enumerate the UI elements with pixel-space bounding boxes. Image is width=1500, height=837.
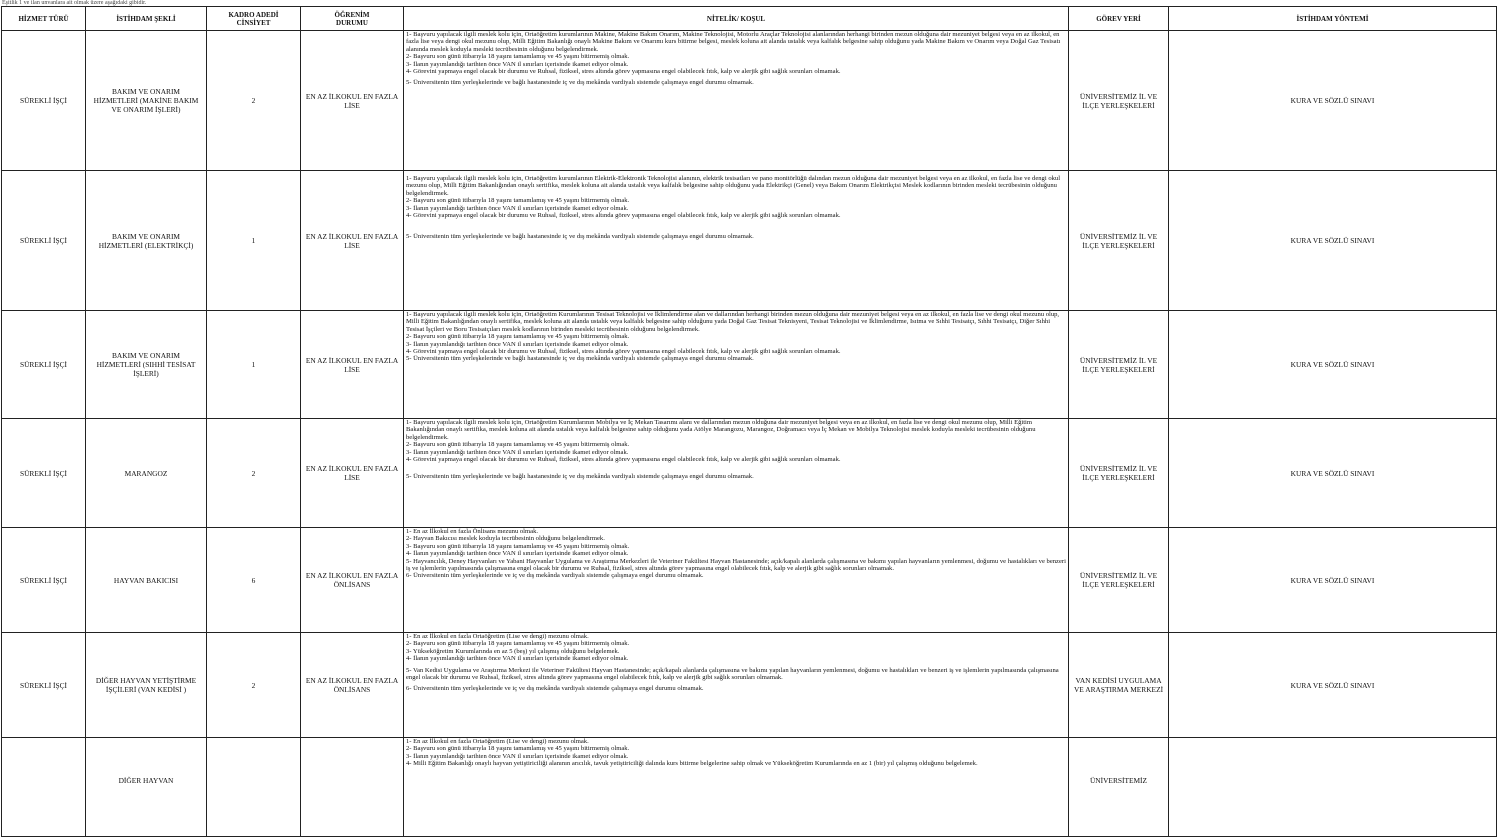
table-row <box>2 738 1497 837</box>
employment-cell: DİĞER HAYVAN YETİŞTİRME İŞÇİLERİ (VAN KEDİSİ ) <box>86 633 207 738</box>
table-row <box>2 633 1497 738</box>
header-cadre-line1: KADRO ADEDİ <box>228 10 279 19</box>
header-education <box>301 7 404 31</box>
requirement-item: 5- Van Kedisi Uygulama ve Araştırma Merkezi ile Veteriner Fakültesi Hayvan Hastanesinde; açık/kapalı alanlarda çalışmasına ve bakımı yapılan hayvanların yemlenmesi, doğumu ve hastalıkları ve benzeri iş ve işlemlerin yapılmasında çalışmasına engel olacak bir durumu ve Ruhsal, fiziksel, stres altında görev yapmasına engel olabilecek fıtık, kalp ve alerjik gibi sağlık sorunları olmamak. <box>406 666 1059 682</box>
table-row <box>2 171 1497 311</box>
requirement-item: 3- Yükseköğretim Kurumlarında en az 5 (beş) yıl çalışmış olduğunu belgelemek. <box>406 647 620 655</box>
location-cell: ÜNİVERSİTEMİZ <box>1069 738 1169 837</box>
requirement-item: 2- Başvuru son günü itibarıyla 18 yaşını tamamlamış ve 45 yaşını bitirmemiş olmak. <box>406 53 630 61</box>
requirement-item: 6- Üniversitenin tüm yerleşkelerinde ve iç ve dış mekânda vardiyalı sistemde çalışmaya engel durumu olmamak. <box>406 685 704 693</box>
location-cell: ÜNİVERSİTEMİZ İL VE İLÇE YERLEŞKELERİ <box>1069 171 1169 311</box>
header-cadre-line2: CİNSİYET <box>236 18 271 27</box>
requirements-cell <box>404 171 1069 311</box>
table-row <box>2 419 1497 528</box>
requirement-item: 2- Başvuru son günü itibarıyla 18 yaşını tamamlamış ve 45 yaşını bitirmemiş olmak. <box>406 197 630 205</box>
service-cell: SÜREKLİ İŞÇİ <box>2 528 86 633</box>
education-cell <box>301 738 404 837</box>
service-cell: SÜREKLİ İŞÇİ <box>2 171 86 311</box>
requirement-item: 2- Başvuru son günü itibarıyla 18 yaşını tamamlamış ve 45 yaşını bitirmemiş olmak. <box>406 333 630 341</box>
requirements-cell <box>404 311 1069 419</box>
requirement-item: 4- Görevini yapmaya engel olacak bir durumu ve Ruhsal, fiziksel, stres altında görev yapmasına engel olabilecek fıtık, kalp ve alerjik gibi sağlık sorunları olmamak. <box>406 212 841 220</box>
header-method: İSTİHDAM YÖNTEMİ <box>1169 7 1497 31</box>
header-requirements: NİTELİK/ KOŞUL <box>404 7 1069 31</box>
requirement-item: 4- Milli Eğitim Bakanlığı onaylı hayvan yetiştiriciliği alanının arıcılık, tavuk yetiştiriciliği dalında kurs bitirme belgelerine sahip olmak ve Yükseköğretim Kurumlarında en az 1 (bir) yıl çalışmış olduğunu belgelemek. <box>406 760 978 768</box>
method-cell: KURA VE SÖZLÜ SINAVI <box>1169 633 1497 738</box>
table-row <box>2 528 1497 633</box>
requirement-item: 3- İlanın yayımlandığı tarihten önce VAN il sınırları içerisinde ikamet ediyor olmak. <box>406 752 629 760</box>
requirement-item: 5- Üniversitenin tüm yerleşkelerinde ve bağlı hastanesinde iç ve dış mekânda vardiyalı sistemde çalışmaya engel durumu olmamak. <box>406 355 754 363</box>
requirement-item: 1- En az İlkokul en fazla Önlisans mezunu olmak. <box>406 528 539 535</box>
count-cell: 1 <box>207 311 301 419</box>
requirement-item: 4- Görevini yapmaya engel olacak bir durumu ve Ruhsal, fiziksel, stres altında görev yapmasına engel olabilecek fıtık, kalp ve alerjik gibi sağlık sorunları olmamak. <box>406 68 841 76</box>
requirement-item: 1- Başvuru yapılacak ilgili meslek kolu için, Ortaöğretim Kurumlarının Mobilya ve İç Mekan Tasarımı alanı ve dallarından mezun olduğuna dair mezuniyet belgesi veya en az ilkokul, en fazla lise ve dengi okul mezunu olup, Milli Eğitim Bakanlığından onaylı sertifika, meslek koluna ait alanda ustalık veya kalfalık belgesine sahip olduğunu yada Atölye Marangozu, Marangoz, Doğramacı veya İç Mekan ve Mobilya Teknolojisi meslek koduyla mesleki tecrübesinin olduğunu belgelendirmek. <box>406 419 1036 441</box>
education-cell: EN AZ İLKOKUL EN FAZLA ÖNLİSANS <box>301 528 404 633</box>
header-cadre <box>207 7 301 31</box>
requirement-item: 3- Başvuru son günü itibarıyla 18 yaşını tamamlamış ve 45 yaşını bitirmemiş olmak. <box>406 542 630 550</box>
location-cell: ÜNİVERSİTEMİZ İL VE İLÇE YERLEŞKELERİ <box>1069 31 1169 171</box>
header-education-line2: DURUMU <box>336 18 368 27</box>
top-note: Eşitlik 1 ve ilan unvanlara ait olmak üzere aşağıdaki gibidir. <box>2 0 147 6</box>
employment-cell: HAYVAN BAKICISI <box>86 528 207 633</box>
requirement-item: 3- İlanın yayımlandığı tarihten önce VAN il sınırları içerisinde ikamet ediyor olmak. <box>406 448 629 456</box>
requirement-item: 6- Üniversitenin tüm yerleşkelerinde ve iç ve dış mekânda vardiyalı sistemde çalışmaya engel durumu olmamak. <box>406 572 704 580</box>
requirements-cell <box>404 419 1069 528</box>
location-cell: ÜNİVERSİTEMİZ İL VE İLÇE YERLEŞKELERİ <box>1069 528 1169 633</box>
requirement-item: 2- Başvuru son günü itibarıyla 18 yaşını tamamlamış ve 45 yaşını bitirmemiş olmak. <box>406 640 630 648</box>
requirements-cell <box>404 633 1069 738</box>
location-cell: ÜNİVERSİTEMİZ İL VE İLÇE YERLEŞKELERİ <box>1069 311 1169 419</box>
education-cell: EN AZ İLKOKUL EN FAZLA ÖNLİSANS <box>301 633 404 738</box>
requirement-item: 3- İlanın yayımlandığı tarihten önce VAN il sınırları içerisinde ikamet ediyor olmak. <box>406 204 629 212</box>
requirements-cell <box>404 31 1069 171</box>
requirement-item: 3- İlanın yayımlandığı tarihten önce VAN il sınırları içerisinde ikamet ediyor olmak. <box>406 340 629 348</box>
requirement-item: 2- Başvuru son günü itibarıyla 18 yaşını tamamlamış ve 45 yaşını bitirmemiş olmak. <box>406 441 630 449</box>
service-cell <box>2 738 86 837</box>
requirement-item: 4- İlanın yayımlandığı tarihten önce VAN il sınırları içerisinde ikamet ediyor olmak. <box>406 655 629 663</box>
requirement-item: 3- İlanın yayımlandığı tarihten önce VAN il sınırları içerisinde ikamet ediyor olmak. <box>406 60 629 68</box>
requirement-item: 2- Hayvan Bakıcısı meslek koduyla tecrübesinin olduğunu belgelendirmek. <box>406 535 605 543</box>
count-cell: 2 <box>207 419 301 528</box>
count-cell: 1 <box>207 171 301 311</box>
requirement-item: 4- Görevini yapmaya engel olacak bir durumu ve Ruhsal, fiziksel, stres altında görev yapmasına engel olabilecek fıtık, kalp ve alerjik gibi sağlık sorunları olmamak. <box>406 348 841 356</box>
employment-cell: MARANGOZ <box>86 419 207 528</box>
table-row <box>2 31 1497 171</box>
location-cell: ÜNİVERSİTEMİZ İL VE İLÇE YERLEŞKELERİ <box>1069 419 1169 528</box>
location-cell: VAN KEDİSİ UYGULAMA VE ARAŞTIRMA MERKEZİ <box>1069 633 1169 738</box>
header-service: HİZMET TÜRÜ <box>2 7 86 31</box>
header-row <box>2 7 1497 31</box>
header-education-line1: ÖĞRENİM <box>334 10 370 19</box>
requirements-cell <box>404 738 1069 837</box>
education-cell: EN AZ İLKOKUL EN FAZLA LİSE <box>301 31 404 171</box>
employment-cell: BAKIM VE ONARIM HİZMETLERİ (ELEKTRİKÇİ) <box>86 171 207 311</box>
requirement-item: 4- İlanın yayımlandığı tarihten önce VAN il sınırları içerisinde ikamet ediyor olmak. <box>406 550 629 558</box>
employment-cell: DİĞER HAYVAN <box>86 738 207 837</box>
requirement-item: 5- Hayvancılık, Deney Hayvanları ve Yabani Hayvanlar Uygulama ve Araştırma Merkezleri ile Veteriner Fakültesi Hayvan Hastanesinde; açık/kapalı alanlarda çalışmasına ve bakımı yapılan hayvanların yemlenmesi, doğumu ve hastalıkları ve benzeri iş ve işlemlerin yapılmasında çalışmasına engel olacak bir durumu ve Ruhsal, fiziksel, stres altında görev yapmasına engel olabilecek fıtık, kalp ve alerjik gibi sağlık sorunları olmamak. <box>406 557 1066 573</box>
header-location: GÖREV YERİ <box>1069 7 1169 31</box>
requirement-item: 1- Başvuru yapılacak ilgili meslek kolu için, Ortaöğretim kurumlarının Elektrik-Elektronik Teknolojisi alanının, elektrik tesisatları ve pano monitörlüğü dalından mezun olduğuna dair mezuniyet belgesi veya en az ilkokul, en fazla lise ve dengi okul mezunu olup, Milli Eğitim Bakanlığından onaylı sertifika, meslek koluna ait alanda ustalık veya kalfalık belgesine sahip olduğunu yada Elektrikçi (Genel) veya Bakım Onarım Elektrikçisi Meslek kodlarının birinden mesleki tecrübesinin olduğunu belgelendirmek. <box>406 175 1061 197</box>
employment-cell: BAKIM VE ONARIM HİZMETLERİ (SIHHİ TESİSAT İŞLERİ) <box>86 311 207 419</box>
service-cell: SÜREKLİ İŞÇİ <box>2 633 86 738</box>
method-cell: KURA VE SÖZLÜ SINAVI <box>1169 419 1497 528</box>
method-cell: KURA VE SÖZLÜ SINAVI <box>1169 171 1497 311</box>
education-cell: EN AZ İLKOKUL EN FAZLA LİSE <box>301 171 404 311</box>
count-cell: 2 <box>207 31 301 171</box>
requirement-item: 5- Üniversitenin tüm yerleşkelerinde ve bağlı hastanesinde iç ve dış mekânda vardiyalı sistemde çalışmaya engel durumu olmamak. <box>406 79 754 87</box>
service-cell: SÜREKLİ İŞÇİ <box>2 419 86 528</box>
education-cell: EN AZ İLKOKUL EN FAZLA LİSE <box>301 419 404 528</box>
requirement-item: 5- Üniversitenin tüm yerleşkelerinde ve bağlı hastanesinde iç ve dış mekânda vardiyalı sistemde çalışmaya engel durumu olmamak. <box>406 233 754 241</box>
requirement-item: 1- Başvuru yapılacak ilgili meslek kolu için, Ortaöğretim kurumlarının Makine, Makine Bakım Onarım, Makine Teknolojisi, Motorlu Araçlar Teknolojisi alanlarından herhangi birinden mezun olduğuna dair mezuniyet belgesi veya en az ilkokul, en fazla lise veya dengi okul mezunu olup, Milli Eğitim Bakanlığı onaylı Makine Bakım ve Onarımı kurs bitirme belgesi, meslek koluna ait alanda ustalık veya kalfalık belgesine sahip olduğunu yada Makine Bakım ve Onarım veya Doğal Gaz Tesisatı alanında meslek koduyla mesleki tecrübesinin olduğunu belgelendirmek. <box>406 31 1061 53</box>
count-cell <box>207 738 301 837</box>
table-row <box>2 311 1497 419</box>
service-cell: SÜREKLİ İŞÇİ <box>2 311 86 419</box>
requirement-item: 5- Üniversitenin tüm yerleşkelerinde ve bağlı hastanesinde iç ve dış mekânda vardiyalı sistemde çalışmaya engel durumu olmamak. <box>406 473 754 481</box>
method-cell <box>1169 738 1497 837</box>
method-cell: KURA VE SÖZLÜ SINAVI <box>1169 31 1497 171</box>
header-employment: İSTİHDAM ŞEKLİ <box>86 7 207 31</box>
job-listing-table <box>1 6 1497 837</box>
method-cell: KURA VE SÖZLÜ SINAVI <box>1169 528 1497 633</box>
requirement-item: 1- En az İlkokul en fazla Ortaöğretim (Lise ve dengi) mezunu olmak. <box>406 738 589 745</box>
count-cell: 6 <box>207 528 301 633</box>
service-cell: SÜREKLİ İŞÇİ <box>2 31 86 171</box>
requirement-item: 1- Başvuru yapılacak ilgili meslek kolu için, Ortaöğretim Kurumlarının Tesisat Teknolojisi ve İklimlendirme alan ve dallarından herhangi birinden mezun olduğuna dair mezuniyet belgesi veya en az ilkokul, en fazla lise ve dengi okul mezunu olup, Milli Eğitim Bakanlığından onaylı sertifika, meslek koluna ait alanda ustalık veya kalfalık belgesine sahip olduğunu yada Doğal Gaz Tesisat Teknisyeni, Tesisat Teknolojisi ve İklimlendirme, Isıtma ve Sıhhi Tesisatçı, Sıhhi Tesisatçı, Diğer Sıhhi Tesisat İşçileri ve Boru Tesisatçıları meslek kodlarının birinden mesleki tecrübesinin olduğunu belgelendirmek. <box>406 311 1060 333</box>
requirements-cell <box>404 528 1069 633</box>
education-cell: EN AZ İLKOKUL EN FAZLA LİSE <box>301 311 404 419</box>
count-cell: 2 <box>207 633 301 738</box>
method-cell: KURA VE SÖZLÜ SINAVI <box>1169 311 1497 419</box>
requirement-item: 4- Görevini yapmaya engel olacak bir durumu ve Ruhsal, fiziksel, stres altında görev yapmasına engel olabilecek fıtık, kalp ve alerjik gibi sağlık sorunları olmamak. <box>406 456 841 464</box>
requirement-item: 1- En az İlkokul en fazla Ortaöğretim (Lise ve dengi) mezunu olmak. <box>406 633 589 640</box>
requirement-item: 2- Başvuru son günü itibarıyla 18 yaşını tamamlamış ve 45 yaşını bitirmemiş olmak. <box>406 745 630 753</box>
employment-cell: BAKIM VE ONARIM HİZMETLERİ (MAKİNE BAKIM VE ONARIM İŞLERİ) <box>86 31 207 171</box>
